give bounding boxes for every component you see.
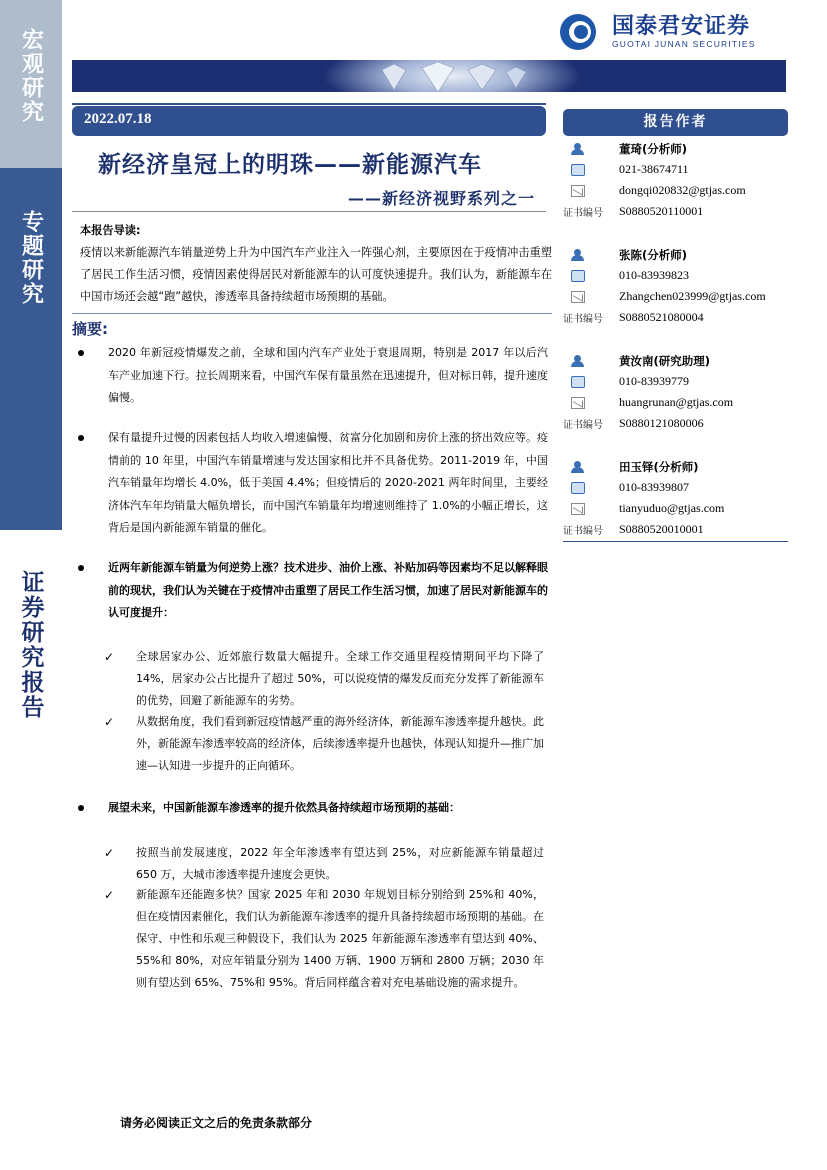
check-item	[104, 646, 544, 712]
author-card	[563, 244, 788, 328]
author-card	[563, 350, 788, 434]
diamond-icon	[372, 62, 532, 92]
author-email[interactable]: huangrunan@gtjas.com	[619, 395, 734, 409]
check-item	[104, 884, 544, 994]
person-icon	[571, 143, 585, 155]
phone-icon	[571, 270, 585, 282]
header-banner	[72, 60, 786, 92]
sidebar-report-label: 证券研究报告	[17, 570, 44, 720]
report-intro	[72, 220, 552, 308]
check-item	[104, 842, 544, 886]
summary-bullet	[78, 797, 548, 820]
author-email[interactable]: Zhangchen023999@gtjas.com	[619, 289, 766, 303]
person-icon	[571, 249, 585, 261]
logo-mark-icon	[560, 14, 604, 50]
bullet-icon	[78, 435, 84, 441]
bullet-icon	[78, 805, 84, 811]
authors-heading: 报告作者	[563, 109, 788, 136]
report-date: 2022.07.18	[72, 106, 546, 136]
logo-cn-text: 国泰君安证券	[612, 14, 751, 39]
check-text: 新能源车还能跑多快？国家 2025 年和 2030 年规划目标分别给到 25%和 40%，但在疫情因素催化，我们认为新能源车渗透率的提升具备持续超市场预期的基础。在保守、中性和乐观三种假设下，我们认为 2025 年新能源车渗透率有望达到 40%、55%和 80%，对应年销量分别为 1400 万辆、1900 万辆和 2800 万辆；2030 年则有望达到 65%、75%和 95%。背后同样蕴含着对充电基础设施的需求提升。	[136, 888, 544, 989]
author-name: 黄汝南(研究助理)	[619, 353, 711, 368]
checkmark-icon: ✓	[104, 846, 115, 860]
person-icon	[571, 355, 585, 367]
summary-bullet	[78, 557, 548, 625]
mail-icon	[571, 397, 585, 409]
phone-icon	[571, 164, 585, 176]
author-email[interactable]: dongqi020832@gtjas.com	[619, 183, 746, 197]
summary-heading: 摘要:	[72, 320, 108, 338]
report-title: 新经济皇冠上的明珠——新能源汽车	[98, 152, 482, 178]
phone-icon	[571, 482, 585, 494]
sidebar-topic-label: 专题研究	[18, 210, 44, 306]
author-card	[563, 138, 788, 222]
report-subtitle: ——新经济视野系列之一	[347, 189, 535, 208]
logo-en-text: GUOTAI JUNAN SECURITIES	[612, 39, 756, 49]
author-phone: 021-38674711	[619, 162, 689, 176]
title-divider	[72, 211, 546, 212]
checkmark-icon: ✓	[104, 888, 115, 902]
author-phone: 010-83939807	[619, 480, 689, 494]
intro-body: 疫情以来新能源汽车销量逆势上升为中国汽车产业注入一阵强心剂，主要原因在于疫情冲击重塑了居民工作生活习惯，疫情因素使得居民对新能源车的认可度快速提升。我们认为，新能源车在中国市场还会越“跑”越快，渗透率具备持续超市场预期的基础。	[80, 246, 552, 303]
phone-icon	[571, 376, 585, 388]
author-cert: S0880520010001	[619, 522, 704, 536]
author-name: 张陈(分析师)	[619, 247, 688, 262]
author-card	[563, 456, 788, 540]
bullet-text: 近两年新能源车销量为何逆势上涨？技术进步、油价上涨、补贴加码等因素均不足以解释眼前的现状，我们认为关键在于疫情冲击重塑了居民工作生活习惯，加速了居民对新能源车的认可度提升：	[108, 561, 548, 619]
cert-label: 证书编号	[563, 314, 603, 325]
left-sidebar	[0, 0, 62, 1170]
cert-label: 证书编号	[563, 526, 603, 537]
summary-bullet	[78, 342, 548, 410]
author-name: 田玉铎(分析师)	[619, 459, 699, 474]
author-cert: S0880520110001	[619, 204, 704, 218]
sidebar-securities-report	[0, 530, 62, 1170]
author-phone: 010-83939779	[619, 374, 689, 388]
bullet-icon	[78, 350, 84, 356]
bullet-text: 保有量提升过慢的因素包括人均收入增速偏慢、贫富分化加剧和房价上涨的挤出效应等。疫情前的 10 年里，中国汽车销量增速与发达国家相比并不具备优势。2011-2019 年，中国汽车销量年均增长 4.0%，低于美国 4.4%；但疫情后的 2020-2021 两年时间里，主要经济体汽车年均销量大幅负增长，而中国汽车销量年均增速则维持了 1.0%的小幅正增长，这背后是国内新能源车销量的催化。	[108, 431, 548, 534]
bullet-icon	[78, 565, 84, 571]
mail-icon	[571, 185, 585, 197]
check-text: 按照当前发展速度，2022 年全年渗透率有望达到 25%，对应新能源车销量超过 650 万，大城市渗透率提升速度会更快。	[136, 846, 544, 881]
author-email[interactable]: tianyuduo@gtjas.com	[619, 501, 725, 515]
author-phone: 010-83939823	[619, 268, 689, 282]
check-text: 全球居家办公、近郊旅行数量大幅提升。全球工作交通里程疫情期间平均下降了 14%，居家办公占比提升了超过 50%，可以说疫情的爆发反而充分发挥了新能源车的优势，回避了新能源车的劣势。	[136, 650, 544, 707]
mail-icon	[571, 291, 585, 303]
author-name: 董琦(分析师)	[619, 141, 688, 156]
cert-label: 证书编号	[563, 420, 603, 431]
sidebar-topic-research	[0, 168, 62, 530]
mail-icon	[571, 503, 585, 515]
checkmark-icon: ✓	[104, 650, 115, 664]
check-text: 从数据角度，我们看到新冠疫情越严重的海外经济体，新能源车渗透率提升越快。此外，新能源车渗透率较高的经济体，后续渗透率提升也越快，体现认知提升—推广加速—认知进一步提升的正向循环。	[136, 715, 544, 772]
cert-label: 证书编号	[563, 208, 603, 219]
intro-divider	[72, 313, 552, 314]
summary-bullet	[78, 427, 548, 540]
sidebar-macro-research	[0, 0, 62, 168]
company-logo	[560, 14, 790, 50]
date-divider	[72, 103, 546, 105]
bullet-text: 展望未来，中国新能源车渗透率的提升依然具备持续超市场预期的基础：	[108, 801, 460, 814]
checkmark-icon: ✓	[104, 715, 115, 729]
author-cert: S0880521080004	[619, 310, 704, 324]
disclaimer-footer: 请务必阅读正文之后的免责条款部分	[120, 1116, 313, 1130]
sidebar-macro-label: 宏观研究	[18, 28, 44, 124]
bullet-text: 2020 年新冠疫情爆发之前，全球和国内汽车产业处于衰退周期，特别是 2017 年以后汽车产业加速下行。拉长周期来看，中国汽车保有量虽然在迅速提升，但对标日韩，提升速度偏慢。	[108, 346, 548, 404]
author-cert: S0880121080006	[619, 416, 704, 430]
check-item	[104, 711, 544, 777]
intro-heading: 本报告导读:	[80, 224, 141, 237]
person-icon	[571, 461, 585, 473]
authors-divider	[563, 541, 788, 542]
